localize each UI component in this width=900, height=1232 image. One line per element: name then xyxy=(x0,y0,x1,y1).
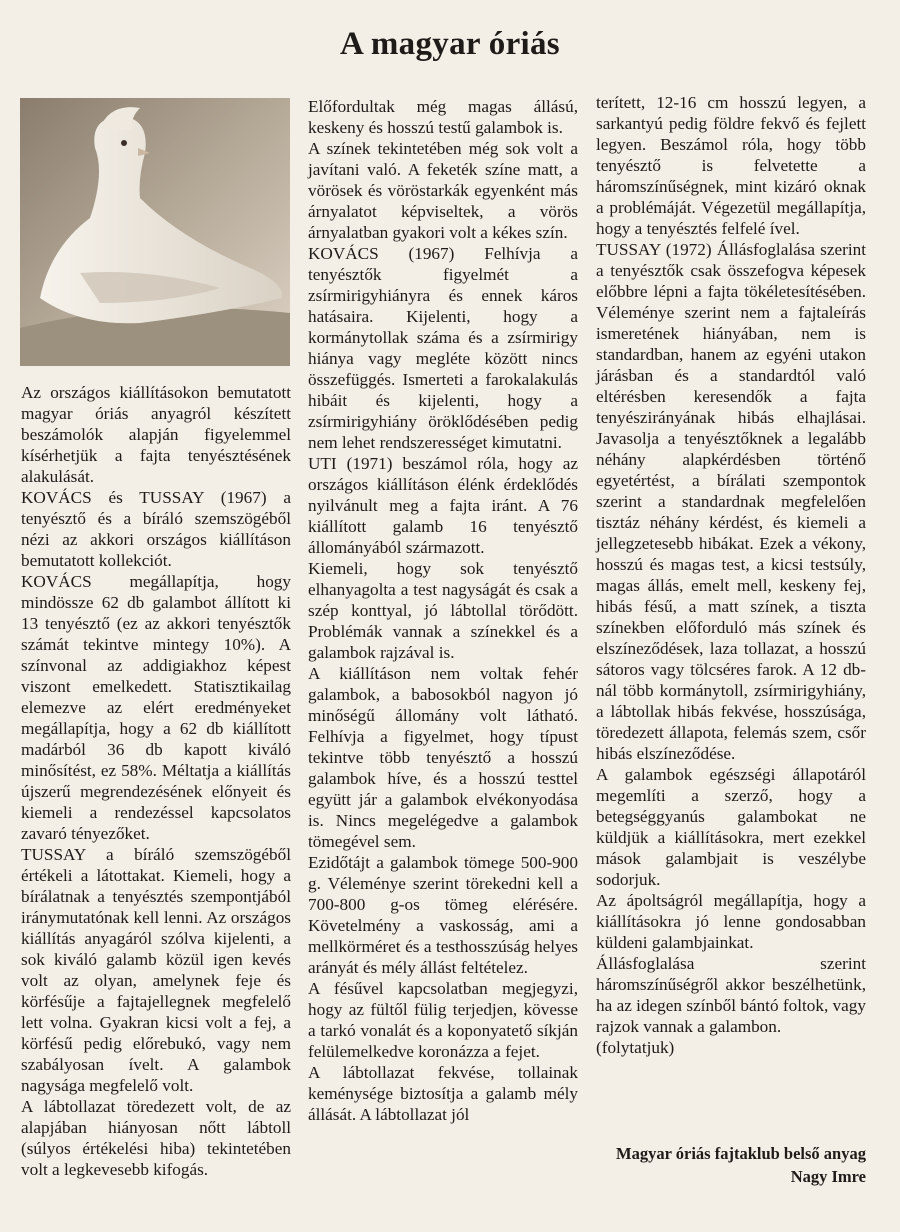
paragraph: terített, 12-16 cm hosszú legyen, a sarkantyú pedig földre fekvő és fejlett legyen. Beszámol róla, hogy több tenyésztő is felvetette a háromszínűségnek, mint kizáró oknak a problémáját. Végezetül megállapítja, hogy a tenyésztés felfelé ível. xyxy=(596,93,866,238)
article-title: A magyar óriás xyxy=(340,26,560,62)
paragraph: UTI (1971) beszámol róla, hogy az országos kiállításon élénk érdeklődés nyilvánult meg a fajta iránt. A 76 kiállított galamb 16 tenyésztő állományából származott. xyxy=(308,454,578,557)
signature-org: Magyar óriás fajtaklub belső anyag xyxy=(616,1144,866,1163)
paragraph: Kiemeli, hogy sok tenyésztő elhanyagolta a test nagyságát és csak a szép konttyal, jó lábtollal törődött. Problémák vannak a színekkel és a galambok rajzával is. xyxy=(308,559,578,662)
paragraph: A galambok egészségi állapotáról megemlíti a szerző, hogy a betegséggyanús galambokat ne küldjük a kiállításokra, mert ezekkel mások galambjait is veszélybe sodorjuk. xyxy=(596,765,866,889)
paragraph: Az országos kiállításokon bemutatott magyar óriás anyagról készített beszámolók alapján figyelemmel kísérhetjük a fajta tenyésztésének alakulását. xyxy=(21,383,291,486)
signature xyxy=(596,1142,866,1188)
paragraph: A lábtollazat fekvése, tollainak keménysége biztosítja a galamb mély állását. A lábtollazat jól xyxy=(308,1063,578,1124)
paragraph: Az ápoltságról megállapítja, hogy a kiállításokra jó lenne gondosabban küldeni galambjainkat. xyxy=(596,891,866,952)
paragraph: A színek tekintetében még sok volt a javítani való. A feketék színe matt, a vörösek és vöröstarkák egyenként más árnyalatot képviseltek, a vörös árnyalatban gyakori volt a kékes szín. xyxy=(308,139,578,242)
paragraph: KOVÁCS (1967) Felhívja a tenyésztők figyelmét a zsírmirigyhiányra és ennek káros hatásaira. Kijelenti, hogy a kormánytollak száma és a zsírmirigy hiánya vagy megléte között nincs összefüggés. Ismerteti a farokalakulás hibáit és kijelenti, hogy a zsírmirigyhiány öröklődésében pedig nem lehet rendszerességet kimutatni. xyxy=(308,244,578,452)
paragraph: Állásfoglalása szerint háromszínűségről akkor beszélhetünk, ha az idegen színből bántó foltok, vagy rajzok vannak a galambon. xyxy=(596,954,866,1036)
paragraph: Előfordultak még magas állású, keskeny és hosszú testű galambok is. xyxy=(308,97,578,137)
paragraph: A lábtollazat töredezett volt, de az alapjában hiányosan nőtt lábtoll (súlyos értékelési hiba) tekintetében volt a legkevesebb kifogás. xyxy=(21,1097,291,1179)
column-3 xyxy=(596,92,866,1058)
continued-note: (folytatjuk) xyxy=(596,1038,675,1057)
paragraph: KOVÁCS és TUSSAY (1967) a tenyésztő és a bíráló szemszögéből nézi az akkori országos kiállításon bemutatott kollekciót. xyxy=(21,488,291,570)
paragraph: TUSSAY a bíráló szemszögéből értékeli a látottakat. Kiemeli, hogy a bírálatnak a tenyésztés szempontjából iránymutatónak kell lenni. Az országos kiállítás anyagáról szólva kijelenti, a sok kiváló galamb közül igen kevés volt az olyan, amelynek feje és körfésűje a fajtajellegnek megfelelő lett volna. Gyakran kicsi volt a fej, a körfésű pedig előrebukó, vagy nem szabályosan ívelt. A galambok nagysága megfelelő volt. xyxy=(21,845,291,1095)
column-2 xyxy=(308,96,578,1125)
column-1 xyxy=(21,382,291,1180)
signature-author: Nagy Imre xyxy=(790,1167,866,1186)
paragraph: Ezidőtájt a galambok tömege 500-900 g. Véleménye szerint törekedni kell a 700-800 g-os tömeg elérésére. Követelmény a vaskosság, ami a mellkörméret és a testhosszúság helyes arányát és mély állást feltételez. xyxy=(308,853,578,977)
paragraph: TUSSAY (1972) Állásfoglalása szerint a tenyésztők csak összefogva képesek előbbre lépni a fajta tökéletesítésében. Véleménye szerint nem a fajtaleírás ismeretének hiányában, nem is standardban, hanem az egyéni utakon járásban és a standardtól való eltérésben keresendők a fajta tenyészirányának hibás elhajlásai. Javasolja a tenyésztőknek a legalább néhány alapkérdésben történő egyetértést, a bírálati szempontok szerint a standardnak megfelelően tisztáz néhány kérdést, és kiemeli a jellegzetesebb hibákat. Ezek a vékony, hosszú és magas test, a kicsi testsúly, magas állás, emelt mell, keskeny fej, hibás fésű, a matt színek, a tiszta színekben előforduló más színek és elszíneződések, laza tollazat, a hosszú sátoros vagy tölcséres farok. A 12 db-nál több kormánytoll, zsírmirigyhiány, a lábtollak hibás fekvése, hosszúsága, töredezett állapota, felemás szem, csőr hibás elszíneződése. xyxy=(596,240,866,763)
paragraph: A kiállításon nem voltak fehér galambok, a babosokból nagyon jó minőségű állomány volt látható. Felhívja a figyelmet, hogy típust tekintve több tenyésztő a hosszú galambok híve, és a hosszú testtel együtt jár a galambok elvékonyodása is. Nincs megelégedve a galambok tömegével sem. xyxy=(308,664,578,851)
pigeon-photo xyxy=(20,98,290,366)
paragraph: KOVÁCS megállapítja, hogy mindössze 62 db galambot állított ki 13 tenyésztő (ez az akkori tenyésztők számát tekintve mintegy 10%). A színvonal az addigiakhoz képest viszont emelkedett. Statisztikailag elemezve az elért eredményeket megállapítja, hogy a 62 db kiállított madárból 36 db kapott kiváló minősítést, ez 58%. Méltatja a kiállítás újszerű megrendezésének előnyeit és kiemeli a rendezéssel kapcsolatos zavaró tényezőket. xyxy=(21,572,291,843)
paragraph: A fésűvel kapcsolatban megjegyzi, hogy az fültől fülig terjedjen, kövesse a tarkó vonalát és a koponyatető síkján felülemelkedve koronázza a fejet. xyxy=(308,979,578,1061)
